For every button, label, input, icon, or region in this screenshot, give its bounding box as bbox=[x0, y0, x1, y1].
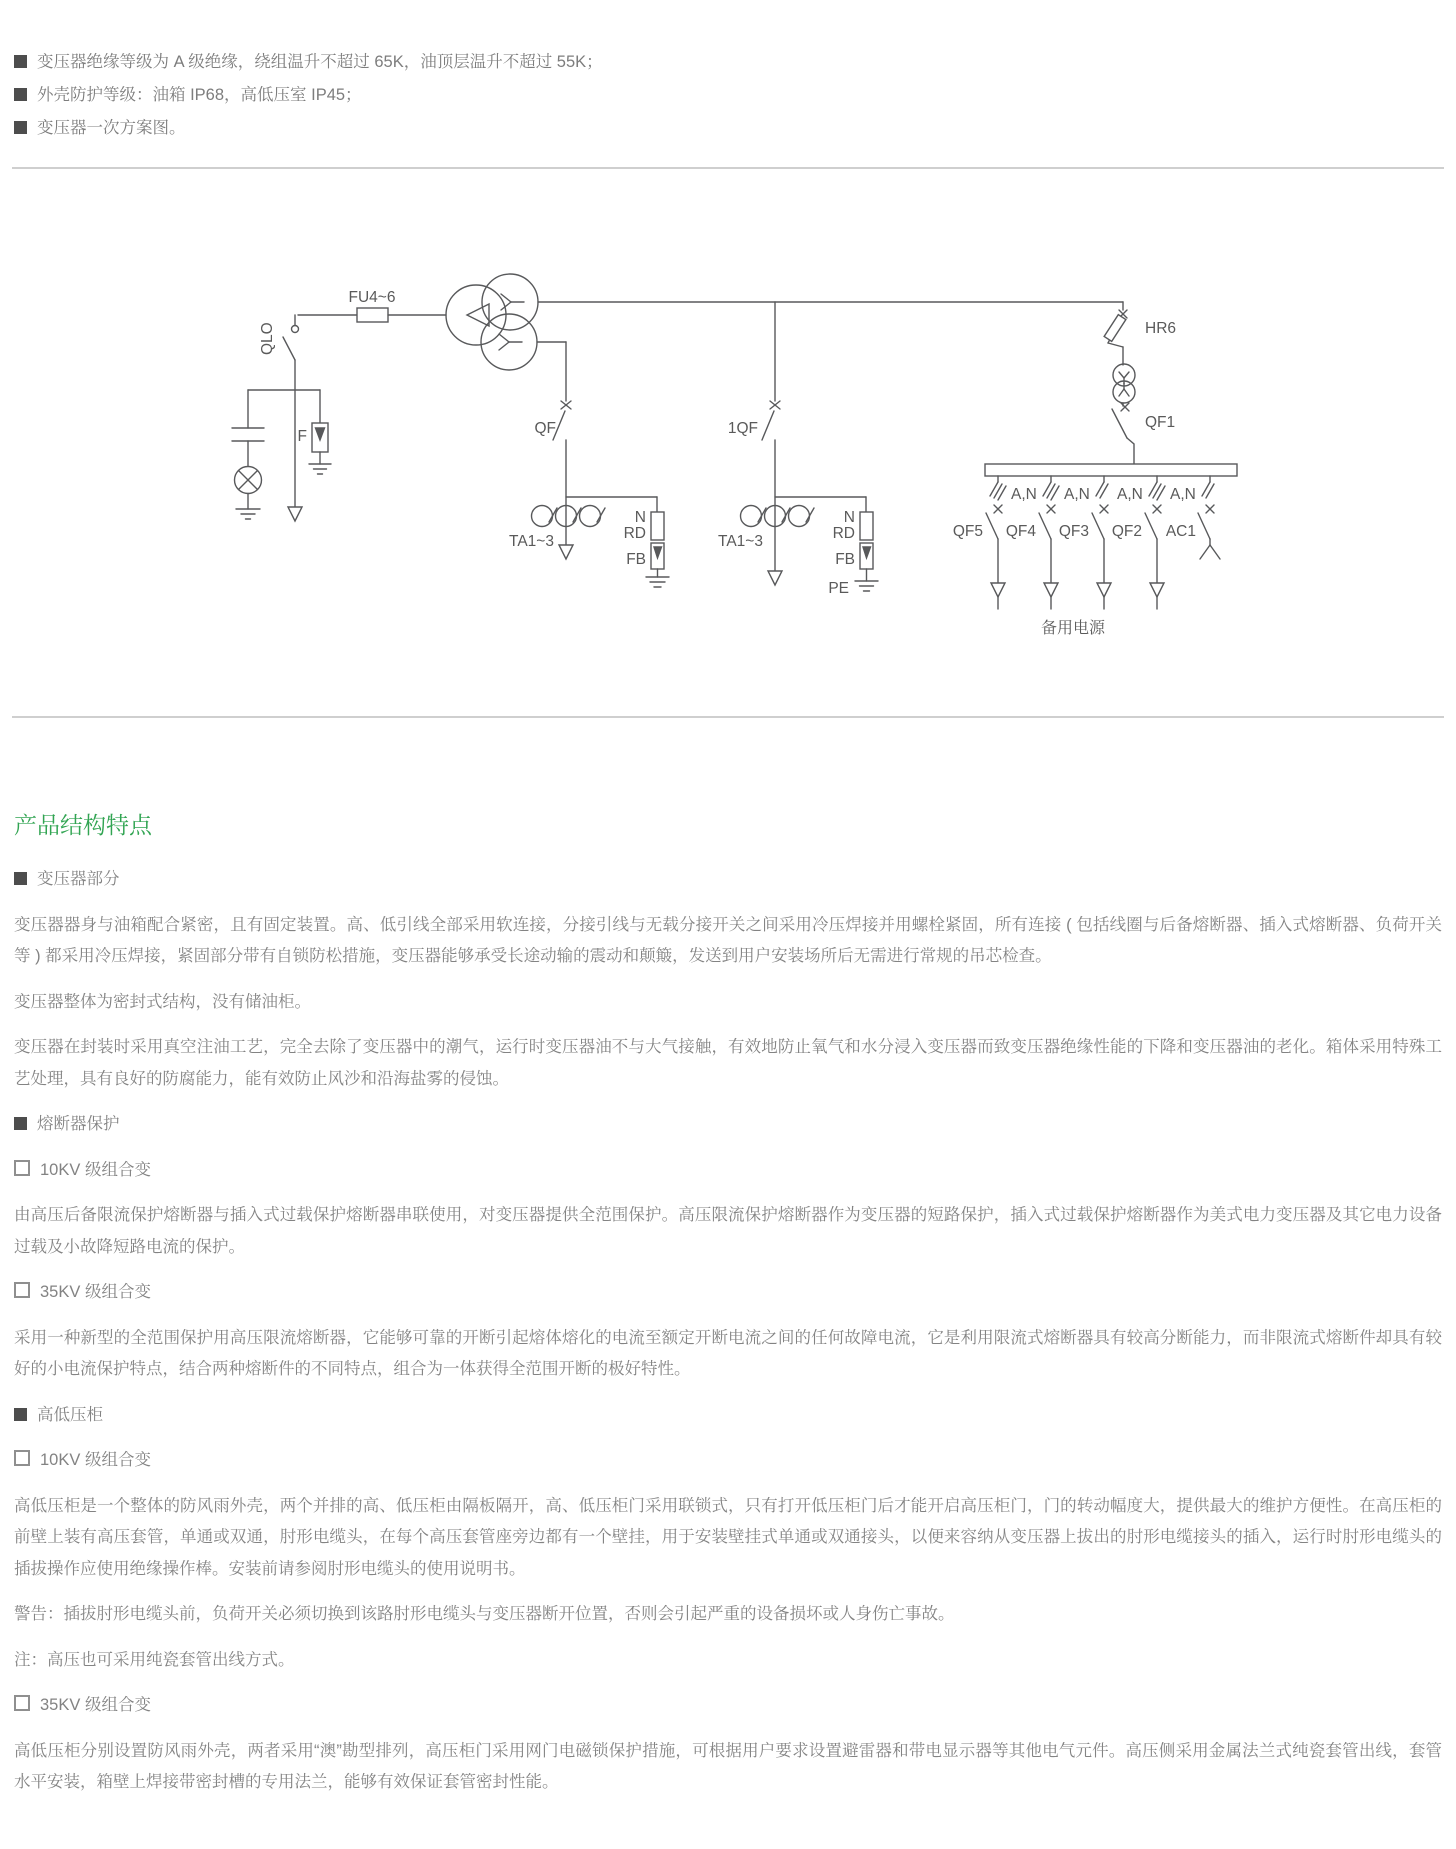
open-box-bullet-icon bbox=[14, 1160, 30, 1176]
subheading-text: 35KV 级组合变 bbox=[40, 1696, 151, 1714]
single-line-diagram bbox=[0, 225, 1456, 660]
paragraph: 高低压柜分别设置防风雨外壳，两者采用“澳”勘型排列，高压柜门采用网门电磁锁保护措施，可根据用户要求设置避雷器和带电显示器等其他电气元件。高压侧采用金属法兰式纯瓷套管出线，套管水平安装，箱壁上焊接带密封槽的专用法兰，能够有效保证套管密封性能。 bbox=[14, 1741, 1442, 1791]
heading-text: 变压器部分 bbox=[37, 870, 120, 888]
label-ta-mid: TA1~3 bbox=[718, 533, 763, 550]
circuit-diagram-svg bbox=[0, 225, 1456, 655]
label-qlo: QLO bbox=[259, 322, 276, 355]
subheading-text: 35KV 级组合变 bbox=[40, 1283, 151, 1301]
heading-text: 高低压柜 bbox=[37, 1405, 103, 1424]
paragraph: 变压器在封装时采用真空注油工艺，完全去除了变压器中的潮气，运行时变压器油不与大气接触，有效地防止氧气和水分浸入变压器而致变压器绝缘性能的下降和变压器油的老化。箱体采用特殊工艺处理，具有良好的防腐能力，能有效防止风沙和沿海盐雾的侵蚀。 bbox=[14, 1038, 1442, 1088]
label-fb-left: FB bbox=[626, 551, 646, 568]
paragraph: 变压器器身与油箱配合紧密，且有固定装置。高、低引线全部采用软连接，分接引线与无载分接开关之间采用冷压焊接并用螺栓紧固，所有连接 ( 包括线圈与后备熔断器、插入式熔断器、负荷开关等 ) 都采用冷压焊接，紧固部分带有自锁防松措施，变压器能够承受长途动输的震动和颠簸，发送到用户安装场所后无需进行常规的吊芯检查。 bbox=[14, 915, 1442, 965]
label-an-3: A,N bbox=[1117, 486, 1143, 503]
label-qf5: QF5 bbox=[952, 523, 983, 540]
label-fb-mid: FB bbox=[835, 551, 855, 568]
label-qf1: QF1 bbox=[1145, 414, 1176, 431]
subheading-text: 10KV 级组合变 bbox=[40, 1451, 151, 1469]
label-hr6: HR6 bbox=[1145, 320, 1177, 337]
subheading-10kv bbox=[14, 1155, 1442, 1187]
heading-hv-lv-cabinet bbox=[14, 1400, 1442, 1432]
subheading-10kv bbox=[14, 1445, 1442, 1477]
label-ta-left: TA1~3 bbox=[509, 533, 554, 550]
bullet-text: 变压器一次方案图。 bbox=[37, 119, 186, 137]
open-box-bullet-icon bbox=[14, 1450, 30, 1466]
horizontal-divider bbox=[12, 716, 1444, 718]
horizontal-divider bbox=[12, 167, 1444, 169]
square-bullet-icon bbox=[14, 121, 27, 134]
square-bullet-icon bbox=[14, 872, 27, 885]
label-an-1: A,N bbox=[1011, 486, 1037, 503]
label-qf2: QF2 bbox=[1111, 523, 1142, 540]
label-an-2: A,N bbox=[1064, 486, 1090, 503]
subheading-35kv bbox=[14, 1690, 1442, 1722]
bullet-text: 变压器绝缘等级为 A 级绝缘，绕组温升不超过 65K，油顶层温升不超过 55K； bbox=[37, 53, 603, 71]
paragraph: 由高压后备限流保护熔断器与插入式过载保护熔断器串联使用，对变压器提供全范围保护。高压限流保护熔断器作为变压器的短路保护，插入式过载保护熔断器作为美式电力变压器及其它电力设备过载及小故降短路电流的保护。 bbox=[14, 1206, 1442, 1256]
open-box-bullet-icon bbox=[14, 1695, 30, 1711]
square-bullet-icon bbox=[14, 55, 27, 68]
subheading-text: 10KV 级组合变 bbox=[40, 1160, 151, 1179]
label-n-left: N bbox=[634, 509, 646, 526]
label-backup-power: 备用电源 bbox=[1040, 620, 1106, 637]
heading-text: 熔断器保护 bbox=[37, 1115, 120, 1133]
content-body bbox=[0, 864, 1456, 1799]
square-bullet-icon bbox=[14, 1408, 27, 1421]
square-bullet-icon bbox=[14, 1117, 27, 1130]
heading-transformer-part bbox=[14, 864, 1442, 896]
bullet-item bbox=[14, 79, 1442, 112]
label-f: F bbox=[297, 428, 307, 445]
bullet-item bbox=[14, 112, 1442, 145]
paragraph: 采用一种新型的全范围保护用高压限流熔断器，它能够可靠的开断引起熔体熔化的电流至额定开断电流之间的任何故障电流，它是利用限流式熔断器具有较高分断能力，而非限流式熔断件却具有较好的小电流保护特点，结合两种熔断件的不同特点，组合为一体获得全范围开断的极好特性。 bbox=[14, 1328, 1442, 1378]
paragraph: 高低压柜是一个整体的防风雨外壳，两个并排的高、低压柜由隔板隔开，高、低压柜门采用联锁式，只有打开低压柜门后才能开启高压柜门，门的转动幅度大，提供最大的维护方便性。在高压柜的前壁上装有高压套管，单通或双通，肘形电缆头，在每个高压套管座旁边都有一个壁挂，用于安装壁挂式单通或双通接头，以便来容纳从变压器上拔出的肘形电缆接头的插入，运行时肘形电缆头的插拔操作应使用绝缘操作棒。安装前请参阅肘形电缆头的使用说明书。 bbox=[14, 1496, 1442, 1578]
warning-paragraph: 警告：插拔肘形电缆头前，负荷开关必须切换到该路肘形电缆头与变压器断开位置，否则会引起严重的设备损坏或人身伤亡事故。 bbox=[14, 1605, 955, 1623]
label-qf4: QF4 bbox=[1005, 523, 1036, 540]
square-bullet-icon bbox=[14, 88, 27, 101]
heading-fuse-protection bbox=[14, 1109, 1442, 1141]
note-paragraph: 注：高压也可采用纯瓷套管出线方式。 bbox=[14, 1650, 295, 1669]
label-qf: QF bbox=[534, 420, 556, 437]
open-box-bullet-icon bbox=[14, 1282, 30, 1298]
label-pe: PE bbox=[828, 580, 849, 597]
paragraph: 变压器整体为密封式结构，没有储油柜。 bbox=[14, 992, 311, 1011]
subheading-35kv bbox=[14, 1277, 1442, 1309]
label-qf3: QF3 bbox=[1058, 523, 1089, 540]
label-fu4-6: FU4~6 bbox=[348, 289, 396, 306]
bullet-text: 外壳防护等级：油箱 IP68，高低压室 IP45； bbox=[37, 86, 362, 104]
bullet-item bbox=[14, 46, 1442, 79]
label-rd-mid: RD bbox=[832, 525, 855, 542]
label-ac1: AC1 bbox=[1165, 523, 1196, 540]
page-title: 产品结构特点 bbox=[14, 812, 152, 838]
label-an-4: A,N bbox=[1170, 486, 1196, 503]
label-1qf: 1QF bbox=[727, 420, 758, 437]
label-n-mid: N bbox=[843, 509, 855, 526]
top-bullet-list bbox=[0, 0, 1456, 145]
label-rd-left: RD bbox=[623, 525, 646, 542]
